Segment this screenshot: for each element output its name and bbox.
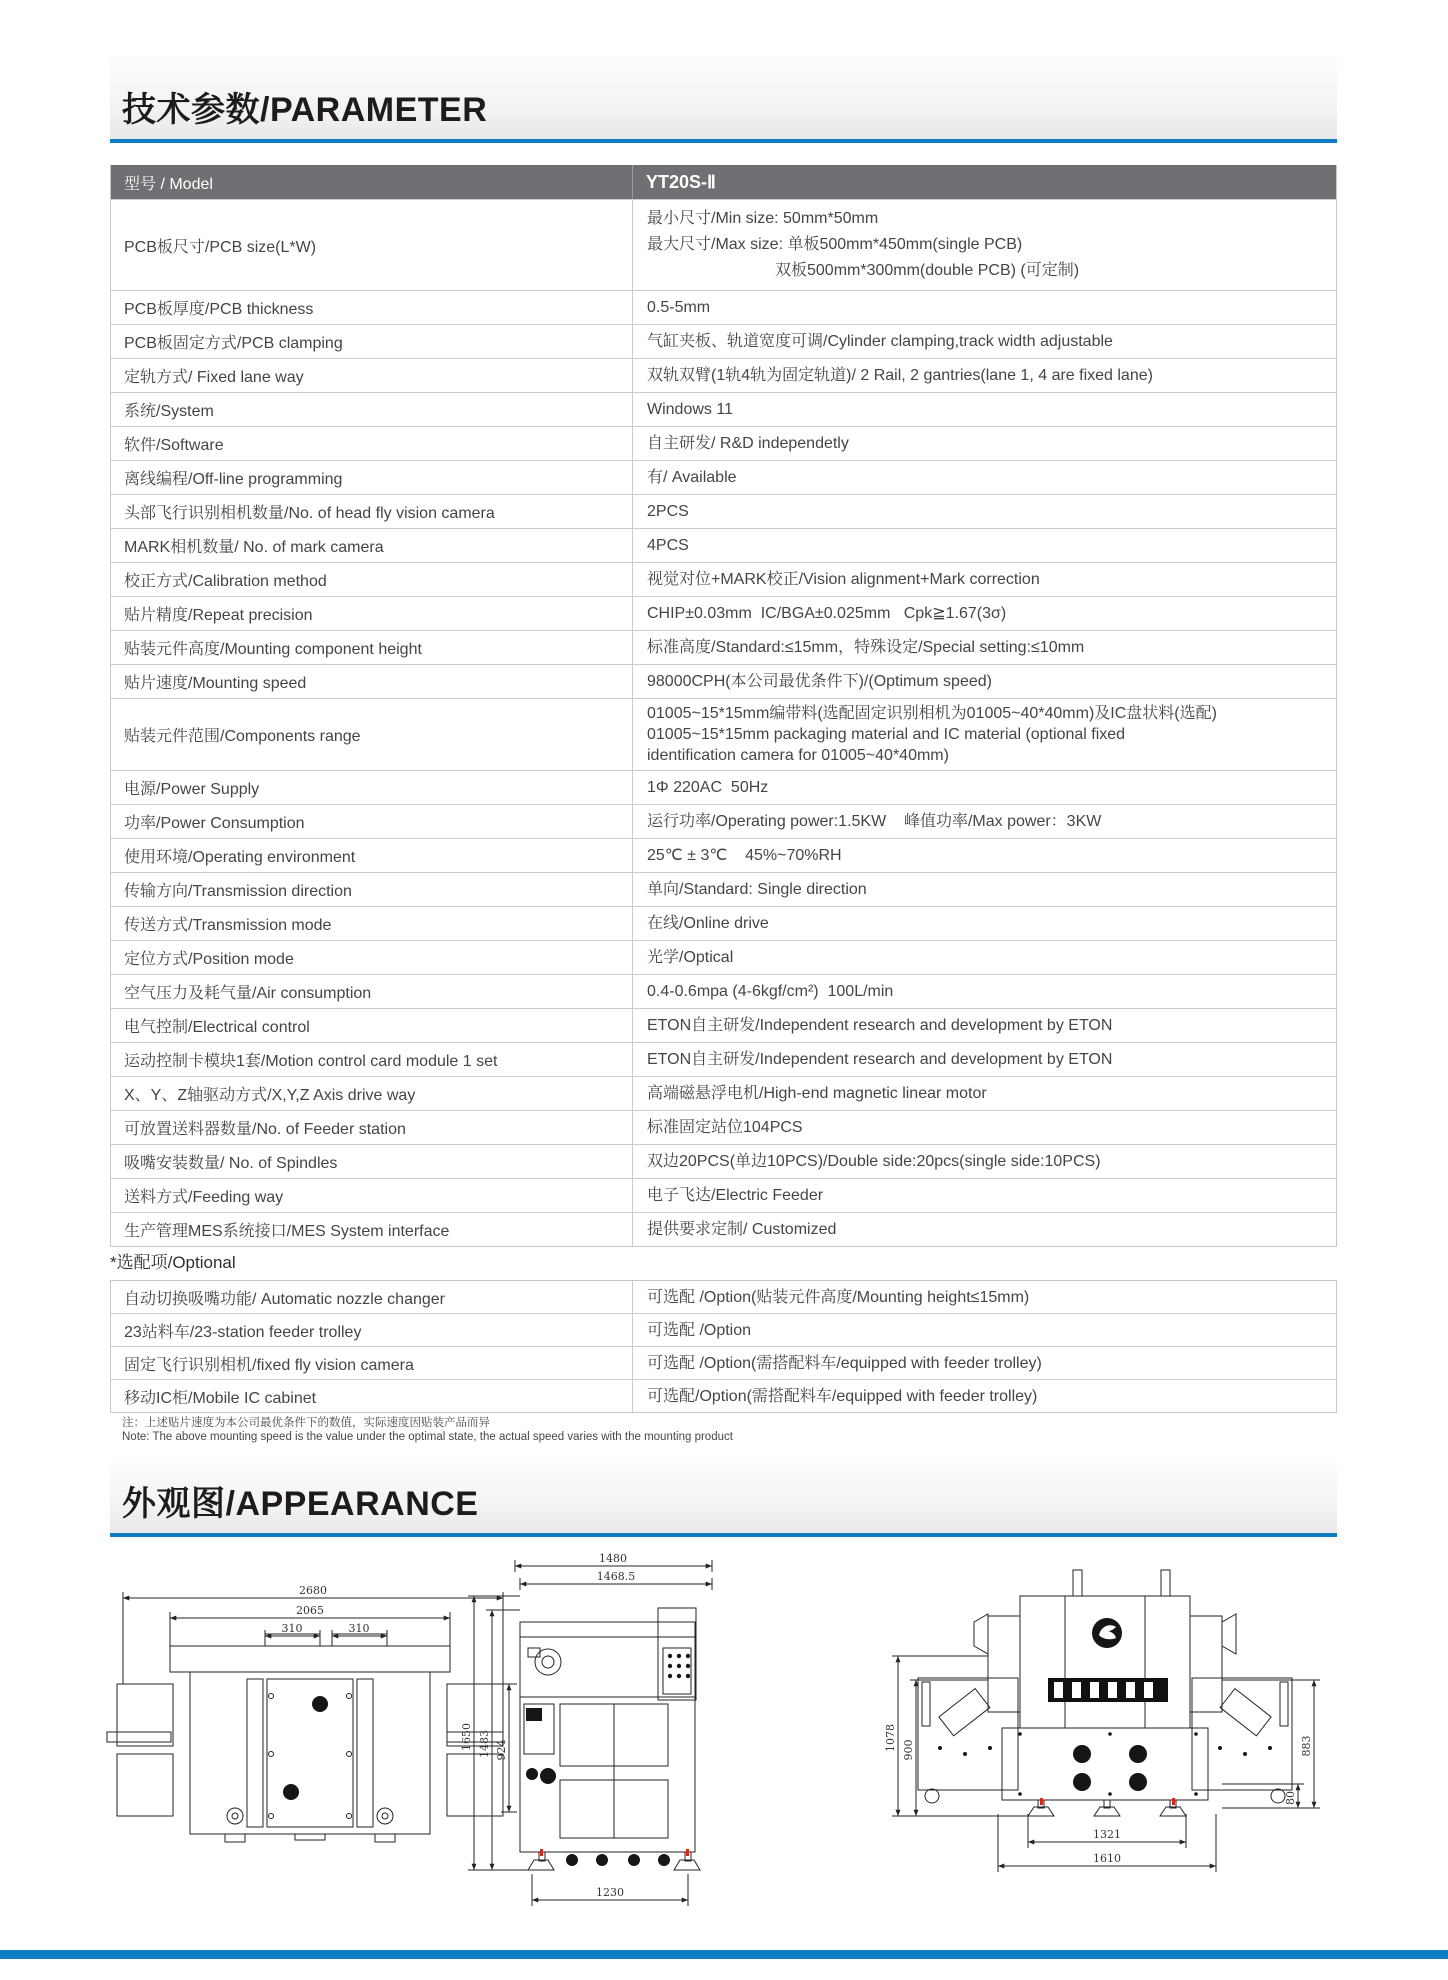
- row-value: [632, 699, 1336, 770]
- table-row: [111, 290, 1336, 324]
- row-value: [632, 461, 1336, 494]
- parameter-section-title: 技术参数/PARAMETER: [122, 91, 488, 129]
- table-row: [111, 838, 1336, 872]
- note-zh: 注：上述贴片速度为本公司最优条件下的数值，实际速度因贴装产品而异: [122, 1417, 490, 1429]
- table-row: [111, 940, 1336, 974]
- parameter-table: [110, 165, 1337, 1247]
- row-label: 吸嘴安装数量/ No. of Spindles: [124, 1155, 338, 1172]
- table-row: [111, 358, 1336, 392]
- table-row: [111, 1313, 1336, 1346]
- row-value-line: 标准高度/Standard:≤15mm，特殊设定/Special setting:≤10mm: [647, 639, 1085, 656]
- row-value: [632, 1043, 1336, 1076]
- side-view-drawing: [460, 1552, 720, 1952]
- table-row: [111, 324, 1336, 358]
- row-value: [632, 200, 1336, 290]
- row-value-line: 01005~15*15mm编带料(选配固定识别相机为01005~40*40mm)及IC盘状料(选配): [647, 705, 1217, 722]
- row-label: 送料方式/Feeding way: [124, 1189, 284, 1206]
- row-label: 贴装元件高度/Mounting component height: [124, 641, 422, 658]
- machine-front-view-art: [918, 1570, 1292, 1816]
- row-value: [632, 1281, 1336, 1313]
- row-value: [632, 1314, 1336, 1346]
- row-value-line: 可选配 /Option(需搭配料车/equipped with feeder trolley): [647, 1354, 1042, 1372]
- row-label: 头部飞行识别相机数量/No. of head fly vision camera: [124, 505, 495, 522]
- table-row: [111, 872, 1336, 906]
- dim-label: 1610: [1093, 1852, 1121, 1865]
- dim-label: 2065: [296, 1604, 324, 1617]
- row-value-line: 双轨双臂(1轨4轨为固定轨道)/ 2 Rail, 2 gantries(lane 1, 4 are fixed lane): [647, 367, 1153, 384]
- appearance-section-header: [110, 1462, 1337, 1537]
- dim-label: 1078: [884, 1724, 897, 1752]
- table-row: [111, 1144, 1336, 1178]
- row-label: 离线编程/Off-line programming: [124, 471, 343, 488]
- row-value-line: 0.5-5mm: [647, 299, 711, 316]
- row-label: 空气压力及耗气量/Air consumption: [124, 985, 372, 1002]
- row-label: PCB板厚度/PCB thickness: [124, 301, 314, 318]
- table-row: [111, 1379, 1336, 1412]
- table-row: [111, 974, 1336, 1008]
- parameter-table-body: [111, 199, 1336, 1246]
- row-value: [632, 771, 1336, 804]
- row-value-line: CHIP±0.03mm IC/BGA±0.025mm Cpk≧1.67(3σ): [647, 605, 1007, 622]
- row-value: [632, 291, 1336, 324]
- row-value-line: 4PCS: [647, 537, 689, 554]
- model-header-value: YT20S-Ⅱ: [632, 165, 1336, 199]
- row-label: 传输方向/Transmission direction: [124, 883, 352, 900]
- table-row: [111, 664, 1336, 698]
- row-label: 校正方式/Calibration method: [124, 573, 327, 590]
- dim-label: 310: [348, 1622, 370, 1635]
- table-row: [111, 562, 1336, 596]
- dim-label: 1650: [460, 1723, 473, 1751]
- optional-section-title: *选配项/Optional: [110, 1253, 236, 1272]
- row-value-line: Windows 11: [647, 401, 733, 418]
- row-label: 软件/Software: [124, 437, 224, 454]
- table-row: [111, 1042, 1336, 1076]
- row-label: 功率/Power Consumption: [124, 815, 305, 832]
- row-value-line: 光学/Optical: [647, 949, 734, 966]
- table-row: [111, 596, 1336, 630]
- machine-side-view-art: [520, 1608, 700, 1870]
- table-row: [111, 1212, 1336, 1246]
- row-value-line: 运行功率/Operating power:1.5KW 峰值功率/Max power：3KW: [647, 813, 1102, 830]
- row-value-line: 自主研发/ R&D independetly: [647, 435, 849, 452]
- table-row: [111, 804, 1336, 838]
- row-label: PCB板固定方式/PCB clamping: [124, 335, 343, 352]
- row-value-line: ETON自主研发/Independent research and development by ETON: [647, 1051, 1113, 1068]
- row-value: [632, 359, 1336, 392]
- row-label: 定轨方式/ Fixed lane way: [124, 369, 304, 386]
- row-value: [632, 1009, 1336, 1042]
- row-value-line: 可选配 /Option: [647, 1321, 752, 1339]
- row-value-line: 1Φ 220AC 50Hz: [647, 779, 769, 796]
- row-value: [632, 805, 1336, 838]
- row-value: [632, 975, 1336, 1008]
- row-value: [632, 495, 1336, 528]
- table-row: [111, 1076, 1336, 1110]
- appearance-section-title: 外观图/APPEARANCE: [122, 1485, 479, 1523]
- row-label: 生产管理MES系统接口/MES System interface: [124, 1223, 450, 1240]
- dim-label: 2680: [299, 1584, 327, 1597]
- row-label: 定位方式/Position mode: [124, 951, 294, 968]
- table-row: [111, 698, 1336, 770]
- row-label: 使用环境/Operating environment: [124, 849, 356, 866]
- table-row: [111, 1008, 1336, 1042]
- dim-label: 900: [902, 1739, 915, 1761]
- row-value: [632, 1380, 1336, 1412]
- row-value: [632, 529, 1336, 562]
- row-value-line: identification camera for 01005~40*40mm): [647, 747, 949, 764]
- row-label: 移动IC柜/Mobile IC cabinet: [124, 1389, 317, 1407]
- front-view-drawing: [870, 1558, 1340, 1888]
- row-label: 电源/Power Supply: [124, 781, 260, 798]
- optional-table: [110, 1280, 1337, 1413]
- row-label: 运动控制卡模块1套/Motion control card module 1 set: [124, 1053, 498, 1070]
- note-en: Note: The above mounting speed is the value under the optimal state, the actual speed varies with the mounting product: [122, 1431, 733, 1443]
- row-value-line: 01005~15*15mm packaging material and IC material (optional fixed: [647, 726, 1126, 743]
- table-row: [111, 770, 1336, 804]
- table-row: [111, 906, 1336, 940]
- row-label: MARK相机数量/ No. of mark camera: [124, 539, 384, 556]
- row-value-line: 有/ Available: [647, 469, 737, 486]
- model-header-label: 型号 / Model: [124, 175, 213, 193]
- row-value: [632, 393, 1336, 426]
- optional-table-body: [111, 1281, 1336, 1412]
- appearance-drawings: [110, 1548, 1337, 1968]
- row-value: [632, 1347, 1336, 1379]
- table-header-row: [111, 165, 1336, 199]
- row-label: 电气控制/Electrical control: [124, 1019, 310, 1036]
- row-value-line: 电子飞达/Electric Feeder: [647, 1187, 824, 1204]
- row-value-line: 最小尺寸/Min size: 50mm*50mm: [647, 210, 879, 227]
- table-row: [111, 630, 1336, 664]
- row-label: 传送方式/Transmission mode: [124, 917, 332, 934]
- row-value: [632, 597, 1336, 630]
- row-value: [632, 631, 1336, 664]
- row-value: [632, 1077, 1336, 1110]
- row-value-line: 气缸夹板、轨道宽度可调/Cylinder clamping,track width adjustable: [647, 333, 1113, 350]
- row-value-line: 提供要求定制/ Customized: [647, 1221, 837, 1238]
- row-label: 可放置送料器数量/No. of Feeder station: [124, 1121, 406, 1138]
- row-value-line: 双边20PCS(单边10PCS)/Double side:20pcs(single side:10PCS): [647, 1153, 1101, 1170]
- row-value-line: 最大尺寸/Max size: 单板500mm*450mm(single PCB): [647, 236, 1023, 253]
- row-value-line: 25℃ ± 3℃ 45%~70%RH: [647, 847, 842, 864]
- footnotes: [122, 1416, 733, 1444]
- row-value-line: 98000CPH(本公司最优条件下)/(Optimum speed): [647, 673, 992, 690]
- table-row: [111, 1281, 1336, 1313]
- table-row: [111, 1110, 1336, 1144]
- dimension-lines: [460, 1552, 712, 1906]
- row-value-line: 0.4-0.6mpa (4-6kgf/cm²) 100L/min: [647, 983, 894, 1000]
- row-label: X、Y、Z轴驱动方式/X,Y,Z Axis drive way: [124, 1087, 416, 1104]
- row-value-line: 可选配 /Option(贴装元件高度/Mounting height≤15mm): [647, 1288, 1030, 1306]
- row-value-line: 可选配/Option(需搭配料车/equipped with feeder trolley): [647, 1387, 1038, 1405]
- row-value: [632, 1179, 1336, 1212]
- row-label: 贴装元件范围/Components range: [124, 728, 361, 745]
- table-row: [111, 426, 1336, 460]
- row-label: 贴片精度/Repeat precision: [124, 607, 313, 624]
- row-label: PCB板尺寸/PCB size(L*W): [124, 238, 317, 256]
- row-value: [632, 839, 1336, 872]
- page-footer-bar: [0, 1950, 1448, 1959]
- row-value-line: 视觉对位+MARK校正/Vision alignment+Mark correction: [647, 571, 1040, 588]
- dim-label: 80: [1284, 1791, 1297, 1805]
- table-row: [111, 1346, 1336, 1379]
- row-label: 自动切换吸嘴功能/ Automatic nozzle changer: [124, 1290, 445, 1308]
- row-value-line: ETON自主研发/Independent research and development by ETON: [647, 1017, 1113, 1034]
- dim-label: 310: [281, 1622, 303, 1635]
- row-value-line: 双板500mm*300mm(double PCB) (可定制): [647, 262, 1080, 279]
- row-label: 贴片速度/Mounting speed: [124, 675, 307, 692]
- table-row: [111, 199, 1336, 290]
- row-value: [632, 427, 1336, 460]
- table-row: [111, 460, 1336, 494]
- dim-label: 1483: [478, 1730, 491, 1758]
- dim-label: 883: [1300, 1735, 1313, 1757]
- row-value: [632, 1145, 1336, 1178]
- row-label: 固定飞行识别相机/fixed fly vision camera: [124, 1356, 414, 1374]
- row-label: 系统/System: [124, 403, 214, 420]
- parameter-section-header: [110, 55, 1337, 143]
- row-value: [632, 873, 1336, 906]
- row-value: [632, 1111, 1336, 1144]
- row-value-line: 单向/Standard: Single direction: [647, 881, 867, 898]
- dim-label: 1468.5: [596, 1570, 636, 1583]
- row-value: [632, 665, 1336, 698]
- row-value-line: 2PCS: [647, 503, 689, 520]
- row-label: 23站料车/23-station feeder trolley: [124, 1323, 362, 1341]
- table-row: [111, 494, 1336, 528]
- row-value-line: 在线/Online drive: [647, 915, 769, 932]
- row-value: [632, 325, 1336, 358]
- machine-top-view-art: [107, 1634, 503, 1842]
- dim-label: 924: [495, 1739, 508, 1761]
- table-row: [111, 528, 1336, 562]
- table-row: [111, 392, 1336, 426]
- row-value-line: 标准固定站位104PCS: [647, 1119, 803, 1136]
- dim-label: 1480: [599, 1552, 627, 1565]
- table-row: [111, 1178, 1336, 1212]
- row-value: [632, 1213, 1336, 1246]
- row-value: [632, 563, 1336, 596]
- dim-label: 1321: [1093, 1828, 1121, 1841]
- row-value: [632, 907, 1336, 940]
- row-value: [632, 941, 1336, 974]
- dim-label: 1230: [596, 1886, 624, 1899]
- row-value-line: 高端磁悬浮电机/High-end magnetic linear motor: [647, 1085, 987, 1102]
